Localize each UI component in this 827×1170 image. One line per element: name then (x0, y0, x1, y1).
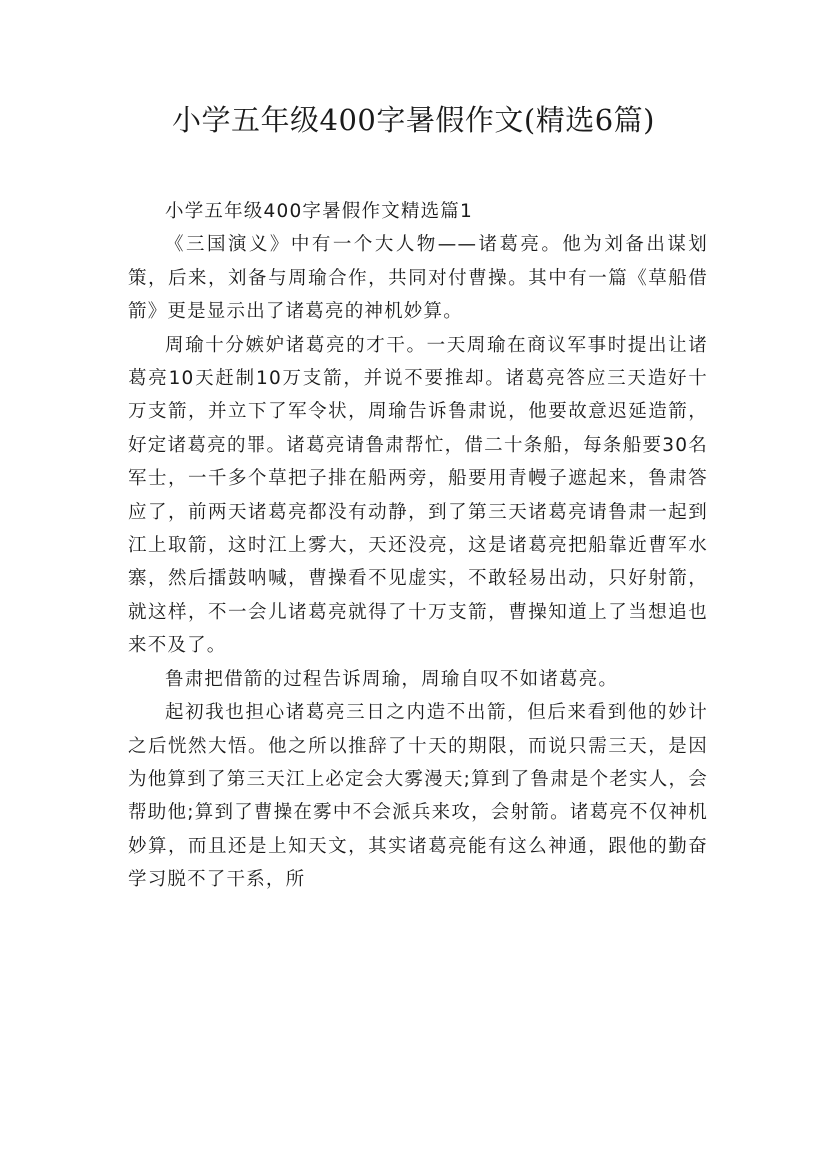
paragraph-lusu: 鲁肃把借箭的过程告诉周瑜，周瑜自叹不如诸葛亮。 (165, 668, 619, 690)
paragraph-intro: 《三国演义》中有一个大人物——诸葛亮。他为刘备出谋划策，后来，刘备与周瑜合作，共同对付曹操。其中有一篇《草船借箭》更是显示出了诸葛亮的神机妙算。 (128, 234, 708, 323)
paragraph-story: 周瑜十分嫉妒诸葛亮的才干。一天周瑜在商议军事时提出让诸葛亮10天赶制10万支箭，并说不要推却。诸葛亮答应三天造好十万支箭，并立下了军令状，周瑜告诉鲁肃说，他要故意迟延造箭，好定诸葛亮的罪。诸葛亮请鲁肃帮忙，借二十条船，每条船要30名军士，一千多个草把子排在船两旁，船要用青幔子遮起来，鲁肃答应了，前两天诸葛亮都没有动静，到了第三天诸葛亮请鲁肃一起到江上取箭，这时江上雾大，天还没亮，这是诸葛亮把船靠近曹军水寨，然后擂鼓呐喊，曹操看不见虚实，不敢轻易出动，只好射箭，就这样，不一会儿诸葛亮就得了十万支箭，曹操知道上了当想追也来不及了。 (128, 334, 708, 657)
document-title: 小学五年级400字暑假作文(精选6篇) (172, 103, 655, 137)
paragraph-reflection: 起初我也担心诸葛亮三日之内造不出箭，但后来看到他的妙计之后恍然大悟。他之所以推辞了十天的期限，而说只需三天，是因为他算到了第三天江上必定会大雾漫天;算到了鲁肃是个老实人，会帮助他;算到了曹操在雾中不会派兵来攻，会射箭。诸葛亮不仅神机妙算，而且还是上知天文，其实诸葛亮能有这么神通，跟他的勤奋学习脱不了干系，所 (128, 702, 708, 891)
section-heading: 小学五年级400字暑假作文精选篇1 (165, 201, 473, 222)
document-body (128, 195, 708, 897)
